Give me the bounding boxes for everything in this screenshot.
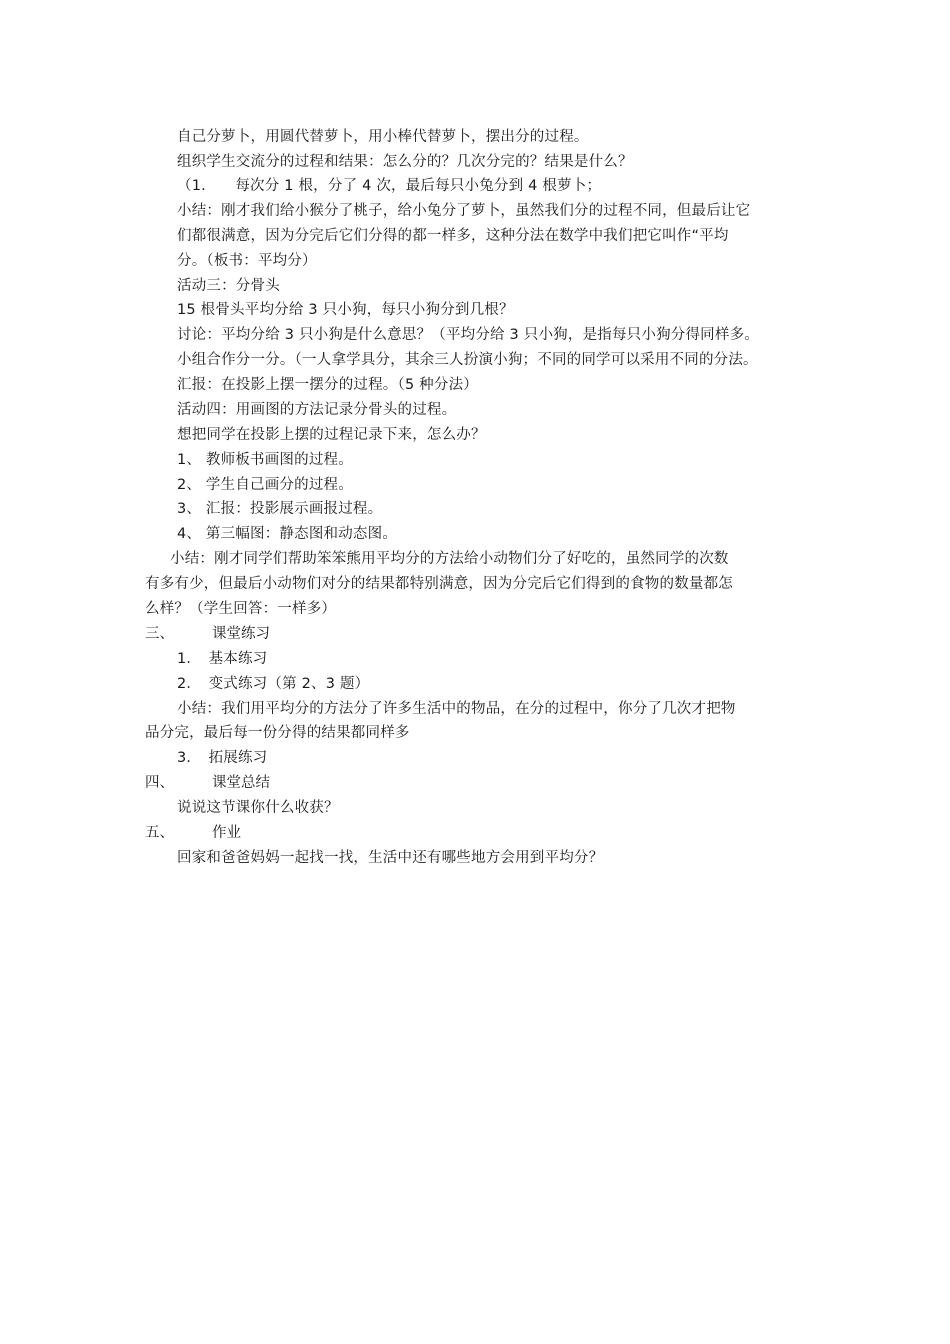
section-number: 五、 bbox=[145, 825, 174, 841]
text-line: 想把同学在投影上摆的过程记录下来，怎么办？ bbox=[177, 427, 486, 443]
list-item: 1． 基本练习 bbox=[177, 651, 268, 667]
text-line: 说说这节课你什么收获？ bbox=[177, 800, 339, 816]
text-line: 分。（板书：平均分） bbox=[177, 253, 317, 269]
list-item: 2、 学生自己画分的过程。 bbox=[177, 477, 353, 493]
section-title: 作业 bbox=[212, 825, 241, 841]
text-line: 小组合作分一分。（一人拿学具分，其余三人扮演小狗；不同的同学可以采用不同的分法。 bbox=[177, 352, 758, 368]
text-line: 讨论：平均分给 3 只小狗是什么意思？（平均分给 3 只小狗，是指每只小狗分得同样多。 bbox=[177, 327, 759, 343]
section-number: 三、 bbox=[145, 626, 174, 642]
text-line: 小结：刚才我们给小猴分了桃子，给小兔分了萝卜，虽然我们分的过程不同，但最后让它 bbox=[177, 203, 751, 219]
section-title: 课堂练习 bbox=[212, 626, 270, 642]
text-line: 15 根骨头平均分给 3 只小狗，每只小狗分到几根？ bbox=[177, 302, 514, 318]
text-line: 么样？（学生回答：一样多） bbox=[145, 601, 337, 617]
list-item: 3、 汇报：投影展示画报过程。 bbox=[177, 501, 383, 517]
text-line: 活动四：用画图的方法记录分骨头的过程。 bbox=[177, 402, 457, 418]
section-number: 四、 bbox=[145, 775, 174, 791]
list-item: 4、 第三幅图：静态图和动态图。 bbox=[177, 526, 398, 542]
text-line: 品分完，最后每一份分得的结果都同样多 bbox=[145, 725, 410, 741]
text-line: （1. 每次分 1 根，分了 4 次，最后每只小兔分到 4 根萝卜； bbox=[177, 178, 602, 194]
section-title: 课堂总结 bbox=[212, 775, 270, 791]
text-line: 小结：刚才同学们帮助笨笨熊用平均分的方法给小动物们分了好吃的，虽然同学的次数 bbox=[170, 551, 729, 567]
text-line: 小结：我们用平均分的方法分了许多生活中的物品，在分的过程中，你分了几次才把物 bbox=[177, 701, 736, 717]
text-line: 汇报：在投影上摆一摆分的过程。（5 种分法） bbox=[177, 377, 478, 393]
list-item: 3． 拓展练习 bbox=[177, 750, 268, 766]
text-line: 们都很满意，因为分完后它们分得的都一样多，这种分法在数学中我们把它叫作“平均 bbox=[177, 228, 729, 244]
list-item: 2． 变式练习（第 2、3 题） bbox=[177, 676, 370, 692]
text-line: 有多有少，但最后小动物们对分的结果都特别满意，因为分完后它们得到的食物的数量都怎 bbox=[145, 576, 733, 592]
text-line: 活动三：分骨头 bbox=[177, 278, 280, 294]
text-line: 自己分萝卜，用圆代替萝卜，用小棒代替萝卜，摆出分的过程。 bbox=[177, 129, 589, 145]
list-item: 1、 教师板书画图的过程。 bbox=[177, 452, 353, 468]
text-line: 回家和爸爸妈妈一起找一找，生活中还有哪些地方会用到平均分？ bbox=[177, 850, 604, 866]
text-line: 组织学生交流分的过程和结果：怎么分的？几次分完的？结果是什么？ bbox=[177, 154, 633, 170]
